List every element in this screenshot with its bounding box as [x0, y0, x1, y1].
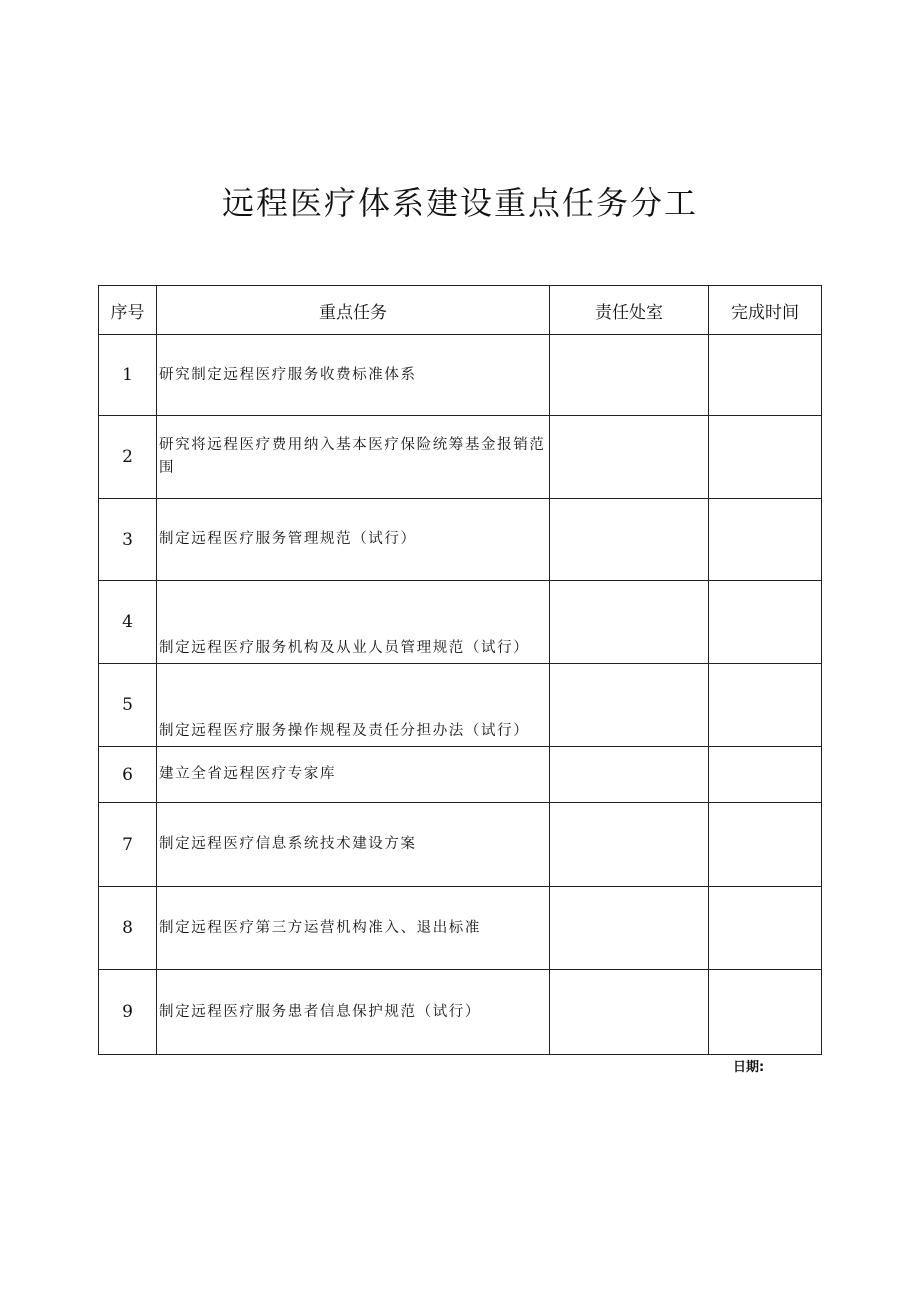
row-department — [550, 581, 709, 664]
header-task: 重点任务 — [157, 286, 550, 335]
row-department — [550, 664, 709, 747]
row-task: 研究将远程医疗费用纳入基本医疗保险统筹基金报销范围 — [157, 416, 550, 499]
row-department — [550, 803, 709, 887]
row-deadline — [709, 416, 822, 499]
row-index: 6 — [99, 747, 157, 803]
table-row — [99, 887, 822, 970]
task-table — [98, 285, 822, 1055]
row-department — [550, 335, 709, 416]
row-task: 制定远程医疗服务机构及从业人员管理规范（试行） — [157, 581, 550, 664]
row-department — [550, 970, 709, 1055]
row-index: 3 — [99, 499, 157, 581]
row-deadline — [709, 747, 822, 803]
row-deadline — [709, 664, 822, 747]
table-row — [99, 747, 822, 803]
header-index: 序号 — [99, 286, 157, 335]
row-task: 研究制定远程医疗服务收费标准体系 — [157, 335, 550, 416]
row-department — [550, 887, 709, 970]
row-index: 4 — [99, 581, 157, 664]
header-department: 责任处室 — [550, 286, 709, 335]
row-deadline — [709, 887, 822, 970]
row-deadline — [709, 581, 822, 664]
row-deadline — [709, 499, 822, 581]
row-department — [550, 747, 709, 803]
row-index: 2 — [99, 416, 157, 499]
row-index: 9 — [99, 970, 157, 1055]
row-index: 5 — [99, 664, 157, 747]
row-task: 建立全省远程医疗专家库 — [157, 747, 550, 803]
table-row — [99, 416, 822, 499]
header-deadline: 完成时间 — [709, 286, 822, 335]
row-task: 制定远程医疗服务管理规范（试行） — [157, 499, 550, 581]
date-label: 日期: — [733, 1060, 765, 1075]
row-index: 8 — [99, 887, 157, 970]
table-row — [99, 581, 822, 664]
table-row — [99, 335, 822, 416]
row-department — [550, 499, 709, 581]
row-task: 制定远程医疗服务操作规程及责任分担办法（试行） — [157, 664, 550, 747]
row-department — [550, 416, 709, 499]
row-deadline — [709, 335, 822, 416]
row-deadline — [709, 803, 822, 887]
table-row — [99, 803, 822, 887]
row-task: 制定远程医疗服务患者信息保护规范（试行） — [157, 970, 550, 1055]
table-row — [99, 499, 822, 581]
row-task: 制定远程医疗第三方运营机构准入、退出标准 — [157, 887, 550, 970]
row-index: 7 — [99, 803, 157, 887]
page-title: 远程医疗体系建设重点任务分工 — [221, 184, 698, 222]
row-deadline — [709, 970, 822, 1055]
table-row — [99, 970, 822, 1055]
table-row — [99, 664, 822, 747]
table-header-row — [99, 286, 822, 335]
row-index: 1 — [99, 335, 157, 416]
row-task: 制定远程医疗信息系统技术建设方案 — [157, 803, 550, 887]
